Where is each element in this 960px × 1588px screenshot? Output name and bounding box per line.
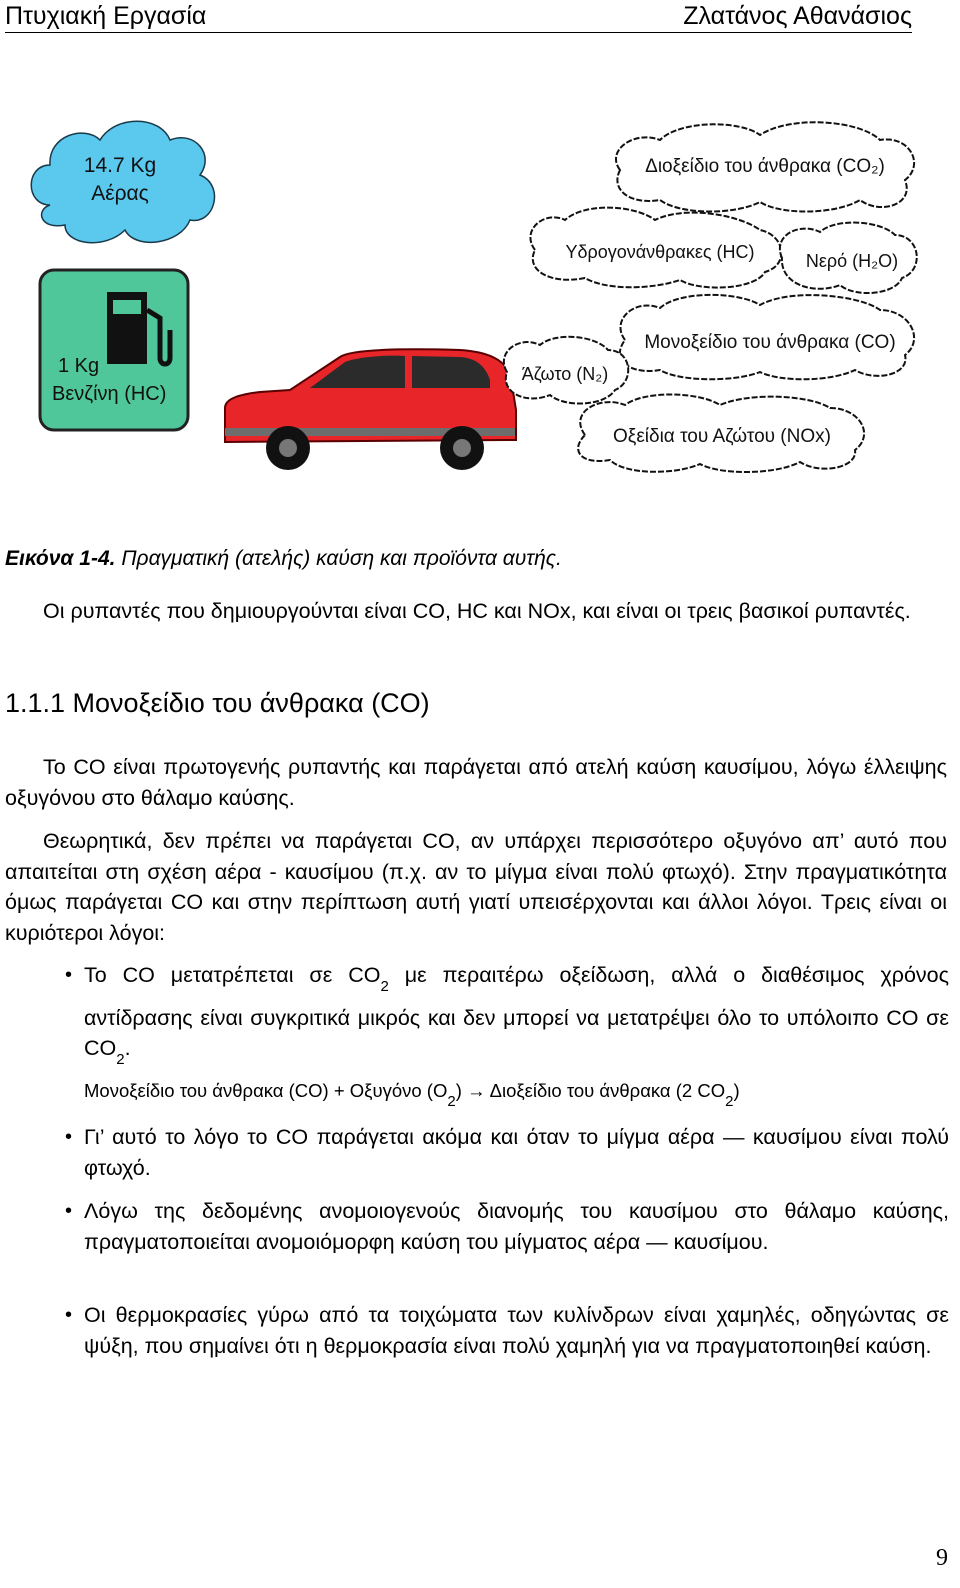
bullet-text-oxidation: Το CO μετατρέπεται σε $CO_2$ με περαιτέρω οξείδωση, αλλά ο διαθέσιμος χρόνος αντίδρασης είναι συγκριτικά μικρός και δεν μπορεί να μετατρέψει όλο το υπόλοιπο CO σε $CO_2$. [84,963,949,1068]
fuel-box-line1: 1 Kg [58,355,100,377]
page-header [5,2,912,33]
bullet-symbol: • [65,1304,73,1326]
figure-caption [5,547,562,571]
section-title: 1.1.1 Μονοξείδιο του άνθρακα (CO) [5,688,430,718]
exhaust-cloud-co [620,295,914,379]
exhaust-cloud-co2 [616,122,914,211]
paragraph-theory-text: Θεωρητικά, δεν πρέπει να παράγεται CO, αν υπάρχει περισσότερο οξυγόνο απ’ αυτό που απαιτείται στη σχέση αέρα - καυσίμου (π.χ. αν το μίγμα είναι πολύ φτωχό). Στην πραγματικότητα όμως παράγεται CO και στην περίπτωση αυτή γιατί υπεισέρχονται και άλλοι λόγοι. Τρεις είναι οι κυριότεροι λόγοι: [5,829,947,945]
cloud-label-hc: Υδρογονάνθρακες (HC) [565,242,755,262]
air-cloud [31,121,214,242]
combustion-figure [20,110,940,500]
paragraph-co-definition [5,752,947,813]
red-car [225,349,516,470]
cloud-label-h2o: Νερό (H₂O) [805,251,899,271]
bullet-symbol: • [65,964,73,986]
caption-text: Πραγματική (ατελής) καύση και προϊόντα αυτής. [115,547,562,570]
cloud-label-co: Μονοξείδιο του άνθρακα (CO) [644,332,896,353]
cloud-label-nox: Οξείδια του Αζώτου (NOx) [613,426,831,447]
exhaust-cloud-h2o [780,223,917,294]
air-cloud-line1: 14.7 Kg [83,154,157,177]
paragraph-pollutants-text: Οι ρυπαντές που δημιουργούνται είναι CO, HC και NOx, και είναι οι τρεις βασικοί ρυπαντές. [43,599,911,623]
paragraph-pollutants [5,596,947,627]
bullet-item-temperature [65,1300,949,1361]
bullet-item-distribution [65,1196,949,1257]
bullet-item-lean-mixture [65,1122,949,1183]
header-right-author: Ζλατάνος Αθανάσιος [683,2,912,30]
header-left-title: Πτυχιακή Εργασία [5,2,207,30]
bullet-text-temperature: Οι θερμοκρασίες γύρω από τα τοιχώματα των κυλίνδρων είναι χαμηλές, οδηγώντας σε ψύξη, που σημαίνει ότι η θερμοκρασία είναι πολύ χαμηλή για να πραγματοποιηθεί καύση. [84,1303,949,1358]
fuel-box [40,270,188,430]
caption-label: Εικόνα 1-4. [5,547,116,570]
page-number: 9 [936,1545,948,1571]
paragraph-theory [5,826,947,948]
air-cloud-line2: Αέρας [91,182,149,205]
bullet-text-lean-mixture: Γι’ αυτό το λόγο το CO παράγεται ακόμα και όταν το μίγμα αέρα — καυσίμου είναι πολύ φτωχό. [84,1125,949,1180]
fuel-box-line2: Βενζίνη (HC) [52,383,167,405]
paragraph-co-definition-text: Το CO είναι πρωτογενής ρυπαντής και παράγεται από ατελή καύση καυσίμου, λόγω έλλειψης οξυγόνου στο θάλαμο καύσης. [5,755,947,810]
exhaust-cloud-nox [578,394,864,472]
reaction-equation: Μονοξείδιο του άνθρακα (CO) + Οξυγόνο $(O_2) \to \Delta\iota o\xi\varepsilon ί\delta\iota o$ του άνθρακα (2 $CO_2$) [84,1079,740,1110]
bullet-symbol: • [65,1126,73,1148]
bullet-symbol: • [65,1200,73,1222]
exhaust-cloud-n2 [504,337,628,404]
bullet-text-distribution: Λόγω της δεδομένης ανομοιογενούς διανομής του καυσίμου στο θάλαμο καύσης, πραγματοποιείται ανομοιόμορφη καύση του μίγματος αέρα — καυσίμου. [84,1199,949,1254]
bullet-item-oxidation [65,960,949,1117]
cloud-label-co2: Διοξείδιο του άνθρακα (CO₂) [645,156,885,177]
cloud-label-n2: Άζωτο (N₂) [521,364,609,384]
exhaust-cloud-hc [530,208,781,288]
